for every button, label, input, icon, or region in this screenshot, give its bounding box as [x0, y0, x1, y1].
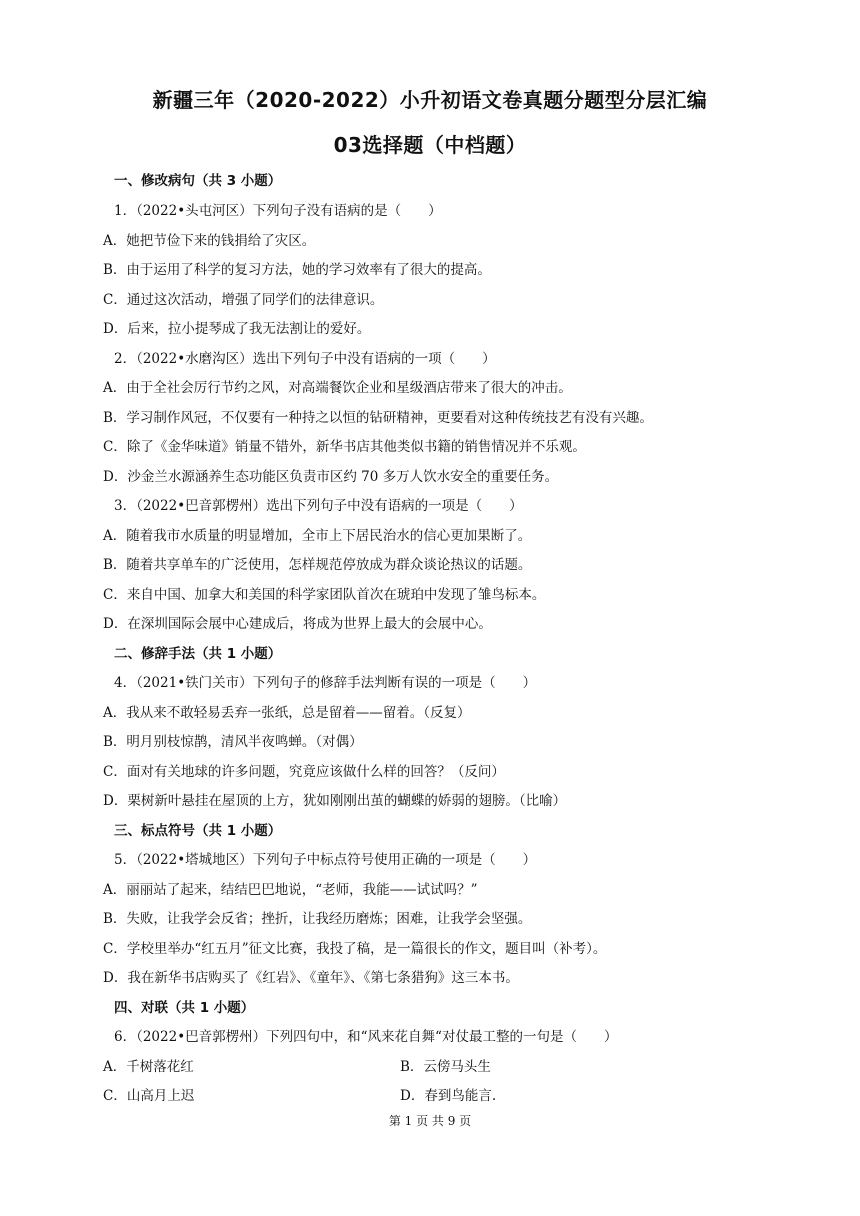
- answer-option: B．明月别枝惊鹊，清风半夜鸣蝉。（对偶）: [103, 734, 363, 750]
- document-subtitle: 03选择题（中档题）: [333, 133, 527, 157]
- answer-option: C．学校里举办“红五月”征文比赛，我投了稿，是一篇很长的作文，题目叫（补考）。: [103, 941, 607, 957]
- section-heading: 四、对联（共 1 小题）: [114, 1000, 255, 1016]
- answer-option: A．随着我市水质量的明显增加，全市上下居民治水的信心更加果断了。: [103, 528, 532, 544]
- answer-option: A．她把节俭下来的钱捐给了灾区。: [103, 233, 316, 249]
- question-stem: 3．（2022•巴音郭楞州）选出下列句子中没有语病的一项是（ ）: [114, 498, 523, 514]
- answer-option: B．失败，让我学会反省；挫折，让我经历磨炼；困难，让我学会坚强。: [103, 911, 532, 927]
- answer-option: B．由于运用了科学的复习方法，她的学习效率有了很大的提高。: [103, 262, 491, 278]
- section-heading: 二、修辞手法（共 1 小题）: [114, 646, 282, 662]
- answer-option: D．后来，拉小提琴成了我无法割让的爱好。: [103, 321, 371, 337]
- answer-option: D．沙金兰水源涵养生态功能区负责市区约 70 多万人饮水安全的重要任务。: [103, 469, 559, 485]
- answer-option: C．来自中国、加拿大和美国的科学家团队首次在琥珀中发现了雏鸟标本。: [103, 587, 546, 603]
- answer-option: C．山高月上迟: [103, 1088, 195, 1104]
- question-stem: 5．（2022•塔城地区）下列句子中标点符号使用正确的一项是（ ）: [114, 852, 537, 868]
- answer-option: B．随着共享单车的广泛使用，怎样规范停放成为群众谈论热议的话题。: [103, 557, 532, 573]
- answer-option: B．学习制作风冠，不仅要有一种持之以恒的钻研精神，更要看对这种传统技艺有没有兴趣。: [103, 410, 653, 426]
- answer-option: C．通过这次活动，增强了同学们的法律意识。: [103, 292, 384, 308]
- section-heading: 三、标点符号（共 1 小题）: [114, 823, 282, 839]
- answer-option: D．栗树新叶悬挂在屋顶的上方，犹如刚刚出茧的蝴蝶的娇弱的翅膀。（比喻）: [103, 793, 567, 809]
- section-heading: 一、修改病句（共 3 小题）: [114, 173, 282, 189]
- question-stem: 2．（2022•水磨沟区）选出下列句子中没有语病的一项（ ）: [114, 351, 496, 367]
- answer-option: C．除了《金华味道》销量不错外，新华书店其他类似书籍的销售情况并不乐观。: [103, 439, 586, 455]
- answer-option: D．春到鸟能言.: [400, 1088, 497, 1104]
- page-number-footer: 第 1 页 共 9 页: [388, 1114, 472, 1128]
- answer-option: C．面对有关地球的许多问题，究竟应该做什么样的回答？（反问）: [103, 764, 505, 780]
- answer-option: A．我从来不敢轻易丢弃一张纸，总是留着——留着。（反复）: [103, 705, 471, 721]
- question-stem: 6．（2022•巴音郭楞州）下列四句中，和“风来花自舞“对仗最工整的一句是（ ）: [114, 1029, 618, 1045]
- answer-option: B．云傍马头生: [400, 1059, 491, 1075]
- answer-option: A．由于全社会厉行节约之风，对高端餐饮企业和星级酒店带来了很大的冲击。: [103, 380, 572, 396]
- answer-option: D．我在新华书店购买了《红岩》、《童年》、《第七条猎狗》这三本书。: [103, 970, 519, 986]
- question-stem: 4．（2021•铁门关市）下列句子的修辞手法判断有误的一项是（ ）: [114, 675, 537, 691]
- answer-option: A．丽丽站了起来，结结巴巴地说，“老师，我能——试试吗？”: [103, 882, 478, 898]
- document-title: 新疆三年（2020-2022）小升初语文卷真题分题型分层汇编: [152, 88, 708, 112]
- question-stem: 1．（2022•头屯河区）下列句子没有语病的是（ ）: [114, 203, 442, 219]
- answer-option: D．在深圳国际会展中心建成后，将成为世界上最大的会展中心。: [103, 616, 492, 632]
- answer-option: A．千树落花红: [103, 1059, 194, 1075]
